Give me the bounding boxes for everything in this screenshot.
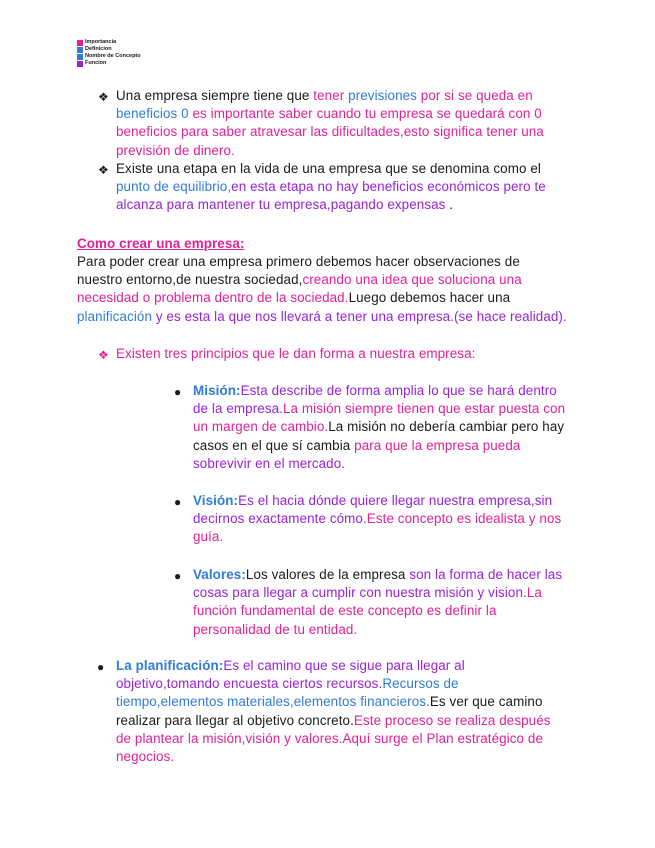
paragraph-previsiones [116, 87, 556, 160]
text-line [193, 400, 583, 418]
text-span: Es el hacia dónde quiere llegar nuestra empresa,sin [238, 493, 553, 508]
concept-name: La planificación: [116, 658, 224, 673]
legend-item-importancia [77, 39, 141, 46]
text-line [116, 178, 556, 196]
text-line: beneficios para saber atravesar las dificultades,esto significa tener una [116, 124, 544, 140]
text-line [116, 712, 586, 730]
text-span: nuestro entorno,de nuestra sociedad, [77, 272, 303, 288]
text-span: Luego debemos hacer una [348, 290, 511, 306]
text-span: tiempo,elementos materiales,elementos financieros. [116, 694, 430, 710]
legend-label: Definicion [85, 46, 112, 52]
text-span: de la empresa. [193, 401, 283, 417]
legend-swatch-blue [77, 54, 83, 60]
text-line: función fundamental de este concepto es definir la [193, 603, 497, 619]
item-mision [193, 382, 583, 473]
paragraph-como-crear [77, 253, 587, 326]
color-legend [77, 39, 141, 67]
text-line [193, 382, 583, 400]
diamond-bullet-icon: ❖ [98, 348, 109, 362]
legend-label: Nombre de Concepto [85, 53, 141, 59]
diamond-bullet-icon: ❖ [98, 163, 109, 177]
text-line [193, 492, 583, 510]
text-line [116, 675, 586, 693]
text-span: Una empresa siempre tiene que [116, 88, 314, 103]
text-line: guía. [193, 529, 224, 545]
text-span: Este proceso se realiza después [353, 712, 551, 728]
text-line: negocios. [116, 749, 175, 765]
round-bullet-icon: ● [97, 660, 105, 674]
text-line [116, 693, 586, 711]
legend-item-nombre-concepto [77, 53, 141, 60]
text-line [116, 105, 556, 123]
text-span: es importante saber cuando tu empresa se quedará con 0 [192, 106, 542, 122]
text-span: alcanza para mantener tu empresa,pagando expensas [116, 197, 446, 213]
text-span: La misión no debería cambiar pero hay [328, 419, 565, 435]
concept-name: Misión: [193, 383, 241, 398]
concept-name: Visión: [193, 493, 239, 508]
text-span: Es el camino que se sigue para llegar al [223, 658, 465, 673]
text-line: sobrevivir en el mercado. [193, 455, 346, 471]
text-span: casos en el que sí cambia [193, 437, 355, 453]
legend-swatch-pink [77, 40, 83, 46]
text-line: previsión de dinero. [116, 142, 235, 158]
legend-item-funcion [77, 60, 141, 67]
text-span: realizar para llegar al objetivo concreto. [116, 712, 354, 728]
text-span: en esta etapa no hay beneficios económicos pero te [231, 179, 546, 195]
text-span: beneficios 0 [116, 106, 193, 122]
text-span: . [445, 197, 454, 213]
legend-swatch-blue [77, 47, 83, 53]
text-span: creando una idea que soluciona una [302, 272, 522, 288]
text-line: Para poder crear una empresa primero debemos hacer observaciones de [77, 254, 520, 269]
text-line: Existe una etapa en la vida de una empresa que se denomina como el [116, 161, 541, 176]
text-line [116, 657, 586, 675]
text-line [193, 510, 583, 528]
text-span: son la forma de hacer las [409, 567, 563, 582]
round-bullet-icon: ● [174, 385, 182, 399]
text-line [193, 584, 583, 602]
concept-name: punto de equilibrio, [116, 179, 232, 195]
text-span: decirnos exactamente cómo. [193, 511, 367, 527]
text-span: Es ver que camino [429, 694, 543, 710]
concept-name: previsiones [348, 88, 417, 103]
text-line [193, 418, 583, 436]
text-span: Recursos de [382, 676, 459, 692]
legend-item-definicion [77, 46, 141, 53]
text-line [193, 437, 583, 455]
paragraph-punto-equilibrio [116, 160, 556, 215]
text-span: La [526, 585, 542, 601]
text-span: y es esta la que nos llevará a tener una empresa.(se hace realidad). [152, 308, 567, 324]
text-line [77, 308, 587, 326]
text-line [116, 87, 556, 105]
text-span: La misión siempre tienen que estar puesta con [282, 401, 566, 417]
round-bullet-icon: ● [174, 569, 182, 583]
text-line [193, 566, 583, 584]
text-span: para que la empresa pueda [354, 437, 521, 453]
item-planificacion [116, 657, 586, 766]
text-span: por si se queda en [416, 88, 533, 103]
text-line [77, 271, 587, 289]
item-valores [193, 566, 583, 639]
text-span: objetivo,tomando encuesta ciertos recursos. [116, 676, 383, 692]
text-span: Este concepto es idealista y nos [366, 511, 562, 527]
legend-label: Importancia [85, 39, 117, 45]
legend-label: Funcion [85, 60, 107, 66]
text-span: un margen de cambio. [193, 419, 329, 435]
text-span: cosas para llegar a cumplir con nuestra misión y vision. [193, 585, 527, 601]
round-bullet-icon: ● [174, 495, 182, 509]
section-heading: Como crear una empresa: [77, 236, 245, 251]
principles-line: Existen tres principios que le dan forma a nuestra empresa: [116, 346, 476, 361]
item-vision [193, 492, 583, 547]
text-line: personalidad de tu entidad. [193, 621, 358, 637]
diamond-bullet-icon: ❖ [98, 90, 109, 104]
text-line [77, 289, 587, 307]
text-line [116, 196, 556, 214]
text-span: Los valores de la empresa [245, 567, 410, 582]
text-span: tener [313, 88, 349, 103]
text-span: necesidad o problema dentro de la sociedad. [77, 290, 349, 306]
concept-name: Valores: [193, 567, 246, 582]
text-line: de plantear la misión,visión y valores.Aquí surge el Plan estratégico de [116, 730, 544, 746]
legend-swatch-purple [77, 61, 83, 67]
text-span: Esta describe de forma amplia lo que se hará dentro [240, 383, 557, 398]
concept-name: planificación [77, 308, 152, 324]
